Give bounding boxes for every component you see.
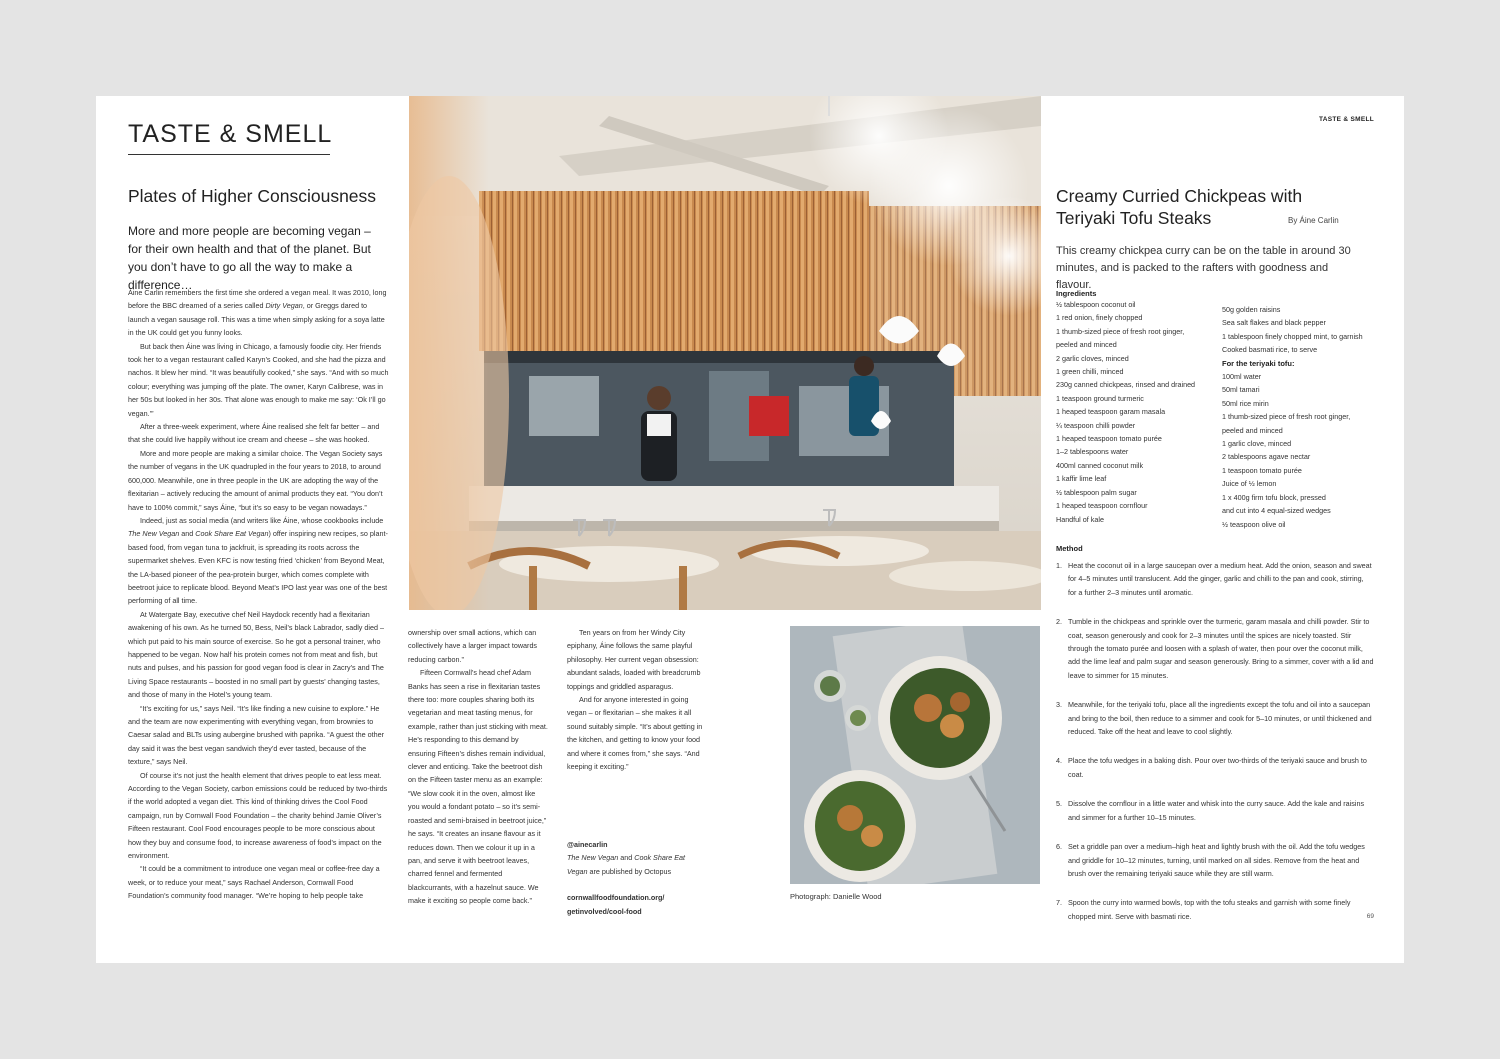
ingredient-item: peeled and minced bbox=[1222, 425, 1283, 435]
author-handle[interactable]: @ainecarlin bbox=[567, 840, 608, 849]
ingredient-item: 1 teaspoon ground turmeric bbox=[1056, 393, 1144, 403]
method-step: 5. Dissolve the cornflour in a little water and whisk into the curry sauce. Add the kale and raisins and simmer for a further 10–15 minutes. bbox=[1056, 799, 1365, 822]
recipe-intro: This creamy chickpea curry can be on the table in around 30 minutes, and is packed to the rafters with goodness and flavour. bbox=[1056, 245, 1351, 291]
ingredient-item: 400ml canned coconut milk bbox=[1056, 460, 1144, 470]
recipe-byline: By Áine Carlin bbox=[1288, 216, 1339, 225]
books-note: The New Vegan and Cook Share Eat Vegan are published by Octopus bbox=[567, 853, 686, 876]
ingredient-item: Handful of kale bbox=[1056, 514, 1104, 524]
article-headline: Plates of Higher Consciousness bbox=[128, 186, 377, 206]
restaurant-photo bbox=[409, 96, 1041, 610]
page-number: 69 bbox=[1366, 913, 1374, 920]
ingredient-item: Sea salt flakes and black pepper bbox=[1222, 318, 1326, 328]
ingredient-item: 50ml tamari bbox=[1222, 385, 1260, 395]
ingredient-item: 50ml rice mirin bbox=[1222, 398, 1269, 408]
ingredients-list-2 bbox=[1222, 303, 1382, 531]
method-step: 3. Meanwhile, for the teriyaki tofu, place all the ingredients except the tofu and oil into a saucepan and bring to the boil, then reduce to a simmer and cook for 5–10 minutes, or until thickened and reduced. Take off the heat and leave to cool slightly. bbox=[1056, 700, 1372, 737]
ingredient-item: 50g golden raisins bbox=[1222, 305, 1281, 314]
article-standfirst: More and more people are becoming vegan – for their own health and that of the planet. But you don’t have to go all the way to make a difference… bbox=[128, 224, 371, 292]
ingredient-item: 1 kaffir lime leaf bbox=[1056, 474, 1107, 484]
ingredient-item: 230g canned chickpeas, rinsed and drained bbox=[1056, 380, 1196, 390]
article-paragraph: Indeed, just as social media (and writers like Áine, whose cookbooks include The New Vegan and Cook Share Eat Vegan) offer inspiring new recipes, so plant-based food, from vegan tuna to jackfruit, is spreading its roots across the supermarket shelves. Even KFC is now testing fried ‘chicken’ from Beyond Meat, the LA-based pioneer of the pea-protein burger, which comes complete with beetroot juice to replicate blood. Beyond Meat’s IPO last year was one of the best performing of all time. bbox=[128, 515, 388, 606]
method-heading: Method bbox=[1056, 544, 1083, 553]
article-column-2 bbox=[408, 626, 548, 908]
section-title: TASTE & SMELL bbox=[128, 120, 333, 148]
ingredient-item: 1–2 tablespoons water bbox=[1056, 447, 1129, 457]
ingredient-item: ½ tablespoon coconut oil bbox=[1056, 300, 1136, 309]
foundation-link[interactable]: cornwallfoodfoundation.org/ getinvolved/cool-food bbox=[567, 893, 665, 916]
article-column-1 bbox=[128, 286, 390, 903]
ingredient-item: ½ tablespoon palm sugar bbox=[1056, 487, 1137, 497]
article-paragraph: Fifteen Cornwall’s head chef Adam Banks has seen a rise in flexitarian tastes there too: more couples sharing both its vegetarian and meat tasting menus, for example, rather than just sticking with meat. He’s responding to this demand by ensuring Fifteen’s dishes remain individual, clever and enticing. Take the beetroot dish on the Fifteen taster menu as an example: “We slow cook it in the oven, almost like you would a fondant potato – so it’s semi-roasted and semi-braised in beetroot juice,” he says. “It creates an insane flavour as it reduces down. Then we colour it up in a pan, and serve it with beetroot leaves, charred fennel and fermented blackcurrants, with a hazelnut sauce. We make it exciting so people come back.” bbox=[408, 668, 548, 906]
running-head: TASTE & SMELL bbox=[1318, 116, 1374, 123]
ingredient-item: Cooked basmati rice, to serve bbox=[1222, 345, 1318, 355]
article-paragraph: ownership over small actions, which can collectively have a larger impact towards reducing carbon.” bbox=[408, 628, 538, 664]
method-step: 7. Spoon the curry into warmed bowls, top with the tofu steaks and garnish with some finely chopped mint. Serve with basmati rice. bbox=[1056, 898, 1351, 921]
ingredient-item: 1 green chilli, minced bbox=[1056, 367, 1124, 377]
ingredient-item: 1 heaped teaspoon garam masala bbox=[1056, 407, 1166, 417]
ingredient-item: 1 teaspoon tomato purée bbox=[1222, 465, 1302, 475]
ingredient-item: ¼ teaspoon chilli powder bbox=[1056, 420, 1136, 430]
method-step: 6. Set a griddle pan over a medium–high heat and lightly brush with the oil. Add the tofu wedges and griddle for 10–12 minutes, turning, until marked on all sides. Remove from the heat and brush over the remaining teriyaki sauce while they are still warm. bbox=[1056, 842, 1365, 878]
tofu-ingredients bbox=[1222, 370, 1382, 531]
article-paragraph: “It’s exciting for us,” says Neil. “It’s like finding a new cuisine to explore.” He and the team are now experimenting with everything vegan, from brownies to Caesar salad and BLTs using aubergine brushed with paprika. “A guest the other day said it was the best vegan sandwich they’d ever tasted, because of the texture,” says Neil. bbox=[128, 703, 384, 767]
method-step: 1. Heat the coconut oil in a large saucepan over a medium heat. Add the onion, season and sweat for 4–5 minutes until translucent. Add the ginger, garlic and chilli to the pan and cook, stirring, for a further 2–3 minutes until aromatic. bbox=[1056, 561, 1372, 597]
method-steps bbox=[1056, 559, 1374, 923]
article-footer bbox=[567, 838, 707, 918]
photo-credit: Photograph: Danielle Wood bbox=[790, 892, 882, 901]
article-paragraph: But back then Áine was living in Chicago, a famously foodie city. Her friends took her to a vegan restaurant called Karyn’s Cooked, and she had the pizza and nachos. It blew her mind. “It was beautifully cooked,” she says. “And with so much colour; everything was jumping off the plate. The owner, Karyn Calibrese, was in her 50s but looked in her 30s. That alone was enough to make me say: ‘Ok I’ll go vegan.’” bbox=[128, 341, 389, 418]
ingredient-item: and cut into 4 equal-sized wedges bbox=[1222, 506, 1331, 516]
ingredient-item: peeled and minced bbox=[1056, 340, 1117, 350]
ingredient-item: 1 tablespoon finely chopped mint, to garnish bbox=[1222, 331, 1363, 341]
article-paragraph: And for anyone interested in going vegan – or flexitarian – she makes it all sound suitably simple. “It’s about getting in the kitchen, and getting to know your food and where it comes from,” she says. “And keeping it exciting.” bbox=[567, 695, 703, 772]
method-step: 4. Place the tofu wedges in a baking dish. Pour over two-thirds of the teriyaki sauce and brush to coat. bbox=[1056, 756, 1367, 779]
magazine-spread bbox=[96, 96, 1404, 963]
article-column-3 bbox=[567, 626, 707, 773]
ingredient-item: 1 red onion, finely chopped bbox=[1056, 313, 1143, 323]
ingredients-list-1 bbox=[1056, 289, 1216, 526]
article-paragraph: Ten years on from her Windy City epiphany, Áine follows the same playful philosophy. Her current vegan obsession: abundant salads, loaded with breadcrumb toppings and griddled asparagus. bbox=[567, 628, 701, 691]
article-paragraph: At Watergate Bay, executive chef Neil Haydock recently had a flexitarian awakening of his own. As he turned 50, Bess, Neil’s black Labrador, sadly died – which put paid to his main source of exercise. So he got a personal trainer, who happened to be vegan. Now half his protein comes not from meat and fish, but nuts and pulses, and his passion for good vegan food is clear in Zacry’s and The Living Space restaurants – boosted in no small part by guests’ changing tastes, and those of many in the Hotel’s young team. bbox=[128, 609, 384, 700]
article-paragraph: After a three-week experiment, where Áine realised she felt far better – and that she could live happily without ice cream and cheese – she was hooked. bbox=[128, 422, 380, 445]
section-rule bbox=[128, 154, 330, 155]
ingredient-item: 1 heaped teaspoon cornflour bbox=[1056, 501, 1148, 511]
ingredient-item: 1 thumb-sized piece of fresh root ginger, bbox=[1056, 326, 1185, 336]
article-paragraph: Áine Carlin remembers the first time she ordered a vegan meal. It was 2010, long before the BBC dreamed of a series called Dirty Vegan, or Greggs dared to launch a vegan sausage roll. This was a time when simply asking for a soya latte in the UK could get you funny looks. bbox=[128, 288, 387, 338]
ingredients-heading: Ingredients bbox=[1056, 289, 1097, 298]
tofu-heading: For the teriyaki tofu: bbox=[1222, 358, 1295, 368]
ingredients-col1 bbox=[1056, 298, 1216, 526]
ingredient-item: 1 thumb-sized piece of fresh root ginger, bbox=[1222, 412, 1351, 422]
food-photo bbox=[790, 626, 1040, 884]
ingredient-item: 100ml water bbox=[1222, 372, 1262, 382]
ingredient-item: 1 x 400g firm tofu block, pressed bbox=[1222, 492, 1326, 502]
ingredient-item: Juice of ½ lemon bbox=[1222, 479, 1277, 489]
article-paragraph: “It could be a commitment to introduce one vegan meal or coffee-free day a week, or to reduce your meat,” says Rachael Anderson, Cornwall Food Foundation’s community food manager. “We’re hoping to help people take bbox=[128, 864, 380, 901]
article-paragraph: Of course it’s not just the health element that drives people to eat less meat. According to the Vegan Society, carbon emissions could be reduced by two-thirds if the world adopted a vegan diet. This kind of thinking drives the Cool Food campaign, run by Cornwall Food Foundation – the charity behind Jamie Oliver’s Fifteen restaurant. Cool Food encourages people to be more conscious about how they buy and consume food, to increase awareness of food’s impact on the environment. bbox=[128, 770, 388, 861]
ingredient-item: 2 garlic cloves, minced bbox=[1056, 353, 1129, 363]
article-paragraph: More and more people are making a similar choice. The Vegan Society says the number of vegans in the UK quadrupled in the four years to 2018, to around 600,000. Meanwhile, one in three people in the UK are adopting the way of the flexitarian – actively reducing the amount of animal products they eat. “You don’t have to 100% commit,” says Áine, “but it’s so easy to be vegan nowadays.” bbox=[128, 448, 383, 512]
recipe-title: Creamy Curried Chickpeas with Teriyaki Tofu Steaks bbox=[1056, 186, 1303, 228]
method-step: 2. Tumble in the chickpeas and sprinkle over the turmeric, garam masala and chilli powder. Stir to coat, season generously and cook for 2–3 minutes until the spices are nicely toasted. Stir through the tomato purée and loosen with a splash of water, then pour over the coconut milk, add the lime leaf and palm sugar and season generously. Bring to a simmer, cover with a lid and leave to simmer for 15 minutes. bbox=[1056, 617, 1374, 680]
method-section bbox=[1056, 544, 1374, 939]
ingredient-item: ½ teaspoon olive oil bbox=[1222, 519, 1286, 529]
ingredient-item: 1 heaped teaspoon tomato purée bbox=[1056, 434, 1162, 444]
ingredient-item: 2 tablespoons agave nectar bbox=[1222, 452, 1311, 462]
ingredients-col2 bbox=[1222, 303, 1382, 357]
ingredient-item: 1 garlic clove, minced bbox=[1222, 439, 1292, 449]
